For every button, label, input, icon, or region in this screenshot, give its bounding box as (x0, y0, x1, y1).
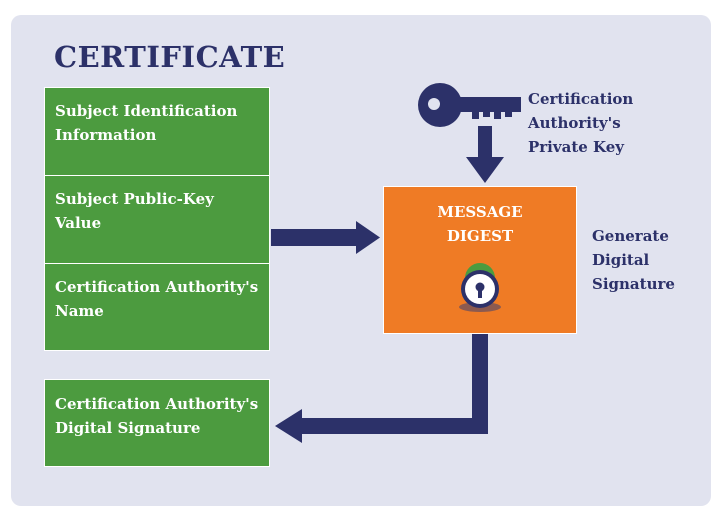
label-line: Certification (528, 90, 634, 108)
key-icon (418, 83, 521, 127)
key-to-digest-arrow (466, 126, 504, 183)
label-line: Private Key (528, 138, 624, 156)
digest-to-signature-arrow (275, 334, 488, 443)
label-line: Authority's (528, 114, 621, 132)
digest-label-line: DIGEST (446, 227, 514, 245)
box-label-line: Certification Authority's (55, 395, 259, 413)
certificate-to-digest-arrow (271, 221, 380, 254)
box-label-line: Certification Authority's (55, 278, 259, 296)
box-label-line: Subject Identification (55, 102, 238, 120)
label-line: Generate (592, 227, 669, 245)
label-line: Signature (592, 275, 675, 293)
lock-icon (459, 263, 501, 312)
box-label-line: Name (55, 302, 104, 320)
label-line: Digital (592, 251, 650, 269)
box-label-line: Information (55, 126, 157, 144)
certificate-title: CERTIFICATE (54, 40, 286, 74)
box-label-line: Subject Public-Key (55, 190, 214, 208)
box-label-line: Digital Signature (55, 419, 201, 437)
box-label-line: Value (55, 214, 102, 232)
digest-label-line: MESSAGE (437, 203, 523, 221)
